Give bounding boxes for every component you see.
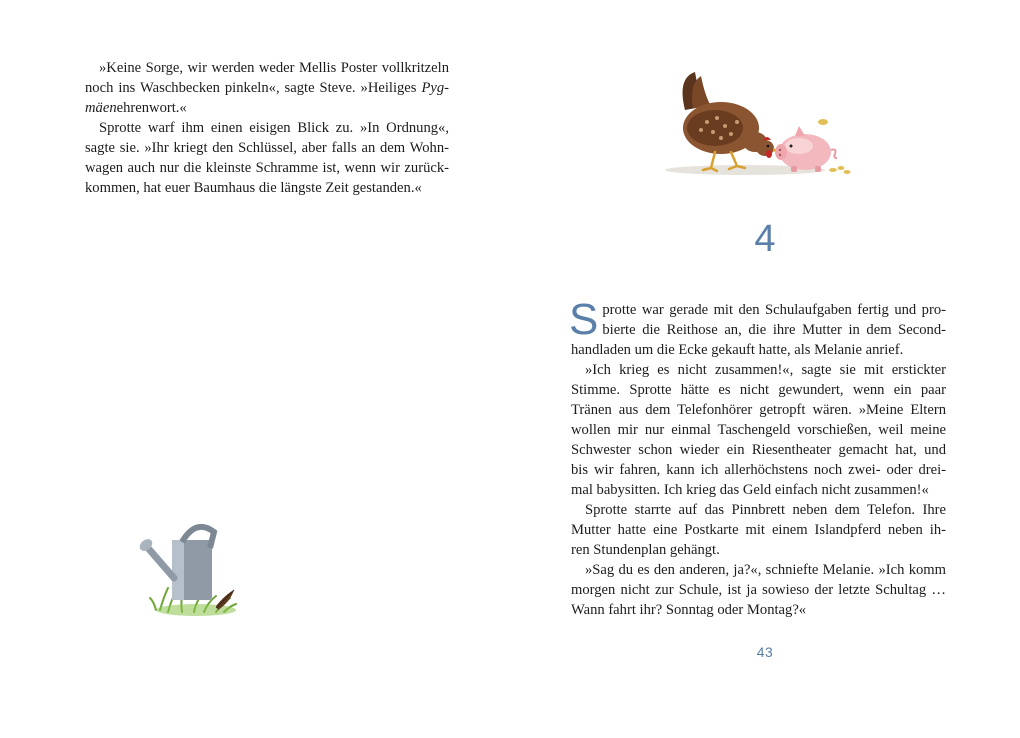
text-line: ren Stundenplan gehängt. — [571, 542, 720, 558]
text-fragment: noch ins Waschbecken pinkeln«, sagte Steve. »Heiliges — [85, 80, 422, 96]
text-line: wagen auch nur die kleinste Schramme ist, wenn wir zurück- — [85, 160, 449, 176]
text-line: Mutter hatte eine Postkarte mit einem Islandpferd neben ih- — [571, 522, 946, 538]
text-line: Sprotte warf ihm einen eisigen Blick zu. »In Ordnung«, — [99, 120, 449, 136]
text-line: mal babysitten. Ich krieg das Geld einfach nicht zusammen!« — [571, 482, 929, 498]
text-line: Wann fahrt ihr? Sonntag oder Montag?« — [571, 602, 807, 618]
text-line: wollen mir nur einmal Taschengeld vorschießen, weil meine — [571, 422, 946, 438]
text-line: »Keine Sorge, wir werden weder Mellis Poster vollkritzeln — [99, 60, 449, 76]
text-line: handladen um die Ecke gekauft hatte, als Melanie anrief. — [571, 342, 904, 358]
chapter-number: 4 — [754, 218, 776, 260]
watering-can-icon — [138, 518, 242, 618]
text-line: »Ich krieg es nicht zusammen!«, sagte sie mit erstickter — [585, 362, 946, 378]
drop-cap: S — [569, 295, 599, 344]
text-line: Sprotte starrte auf das Pinnbrett neben dem Telefon. Ihre — [585, 502, 946, 518]
left-page-text — [85, 58, 449, 198]
right-page-text — [569, 295, 946, 620]
page-number: 43 — [756, 644, 774, 660]
text-line: Schwester schon wieder ein Riesentheater gemacht hat, und — [571, 442, 946, 458]
text-line: protte war gerade mit den Schulaufgaben fertig und pro- — [602, 302, 946, 318]
text-line: morgen nicht zur Schule, ist ja sowieso der letzte Schultag … — [571, 582, 946, 598]
text-line — [85, 98, 449, 118]
hen-and-piggy-bank-icon — [655, 66, 855, 196]
text-line — [85, 78, 449, 98]
text-line: »Sag du es den anderen, ja?«, schniefte Melanie. »Ich komm — [585, 562, 946, 578]
text-line: bis wir fahren, kann ich allerhöchstens noch zwei- oder drei- — [571, 462, 946, 478]
text-line: sagte sie. »Ihr kriegt den Schlüssel, aber falls an dem Wohn- — [85, 140, 449, 156]
text-line: bierte die Reithose an, die ihre Mutter in dem Second- — [602, 322, 946, 338]
text-line: Stimme. Sprotte hätte es nicht gewundert, wenn ein paar — [571, 382, 946, 398]
text-line: Tränen aus dem Telefonhörer getropft wären. »Meine Eltern — [571, 402, 946, 418]
text-line: kommen, hat euer Baumhaus die längste Zeit gestanden.« — [85, 180, 422, 196]
italic-text: mäen — [85, 100, 117, 116]
italic-text: Pyg- — [421, 80, 449, 96]
text-fragment: ehrenwort.« — [116, 100, 187, 116]
right-page — [510, 0, 1020, 738]
